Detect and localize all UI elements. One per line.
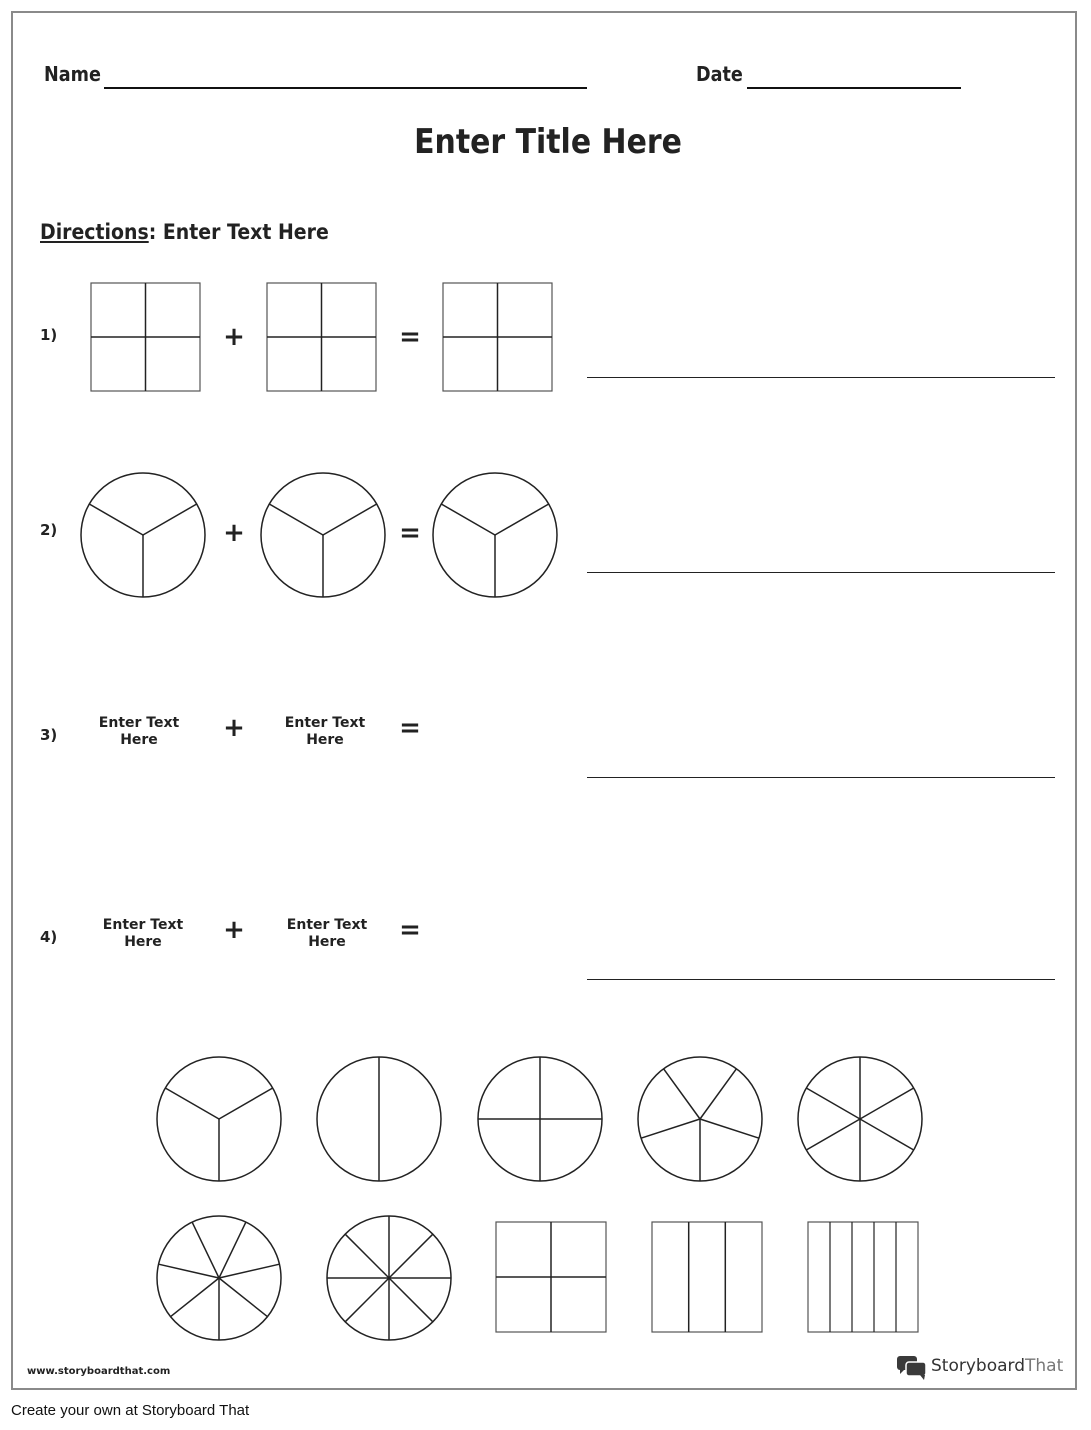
- storyboardthat-logo[interactable]: [896, 1355, 1066, 1381]
- circle-fourths: [476, 1055, 604, 1183]
- speech-bubble-icon: [896, 1355, 928, 1381]
- equals-sign: =: [399, 915, 421, 945]
- problem-3-number: 3): [40, 726, 58, 744]
- date-label: Date: [696, 62, 743, 86]
- directions-separator: :: [148, 220, 157, 244]
- page-title: Enter Title Here: [414, 122, 682, 162]
- equals-sign: =: [399, 518, 421, 548]
- fraction-circle-2b: [260, 472, 388, 600]
- worksheet-page: [11, 11, 1077, 1390]
- directions-label: Directions: [40, 220, 149, 244]
- circle-sixths: [796, 1055, 924, 1183]
- brand-accent: That: [1025, 1356, 1064, 1376]
- problem-2-number: 2): [40, 521, 58, 539]
- circle-eighths: [325, 1214, 453, 1342]
- brand-main: Storyboard: [931, 1356, 1025, 1376]
- circle-fifths: [636, 1055, 764, 1183]
- plus-sign: +: [223, 713, 245, 743]
- answer-line-1: [587, 377, 1055, 378]
- directions-text: Enter Text Here: [162, 220, 329, 244]
- plus-sign: +: [223, 518, 245, 548]
- problem-4-term-1: Enter Text Here: [102, 917, 184, 950]
- bars-thirds: [651, 1221, 764, 1334]
- date-line: [747, 87, 961, 89]
- create-your-own-link[interactable]: Create your own at Storyboard That: [11, 1402, 250, 1419]
- name-label: Name: [44, 62, 101, 86]
- square-fourths: [495, 1221, 608, 1334]
- bars-fifths: [807, 1221, 920, 1334]
- answer-line-3: [587, 777, 1055, 778]
- circle-halves: [316, 1055, 444, 1183]
- problem-4-number: 4): [40, 928, 58, 946]
- equals-sign: =: [399, 322, 421, 352]
- circle-thirds: [155, 1055, 283, 1183]
- equals-sign: =: [399, 713, 421, 743]
- brand-name: [931, 1356, 1063, 1376]
- problem-1-number: 1): [40, 326, 58, 344]
- circle-sevenths: [155, 1214, 283, 1342]
- problem-3-term-2: Enter Text Here: [284, 715, 366, 748]
- fraction-square-1a: [90, 282, 202, 393]
- footer-url[interactable]: www.storyboardthat.com: [27, 1366, 171, 1377]
- answer-line-2: [587, 572, 1055, 573]
- plus-sign: +: [223, 915, 245, 945]
- directions: [40, 220, 329, 244]
- problem-3-term-1: Enter Text Here: [98, 715, 180, 748]
- answer-line-4: [587, 979, 1055, 980]
- fraction-square-1b: [266, 282, 378, 393]
- fraction-square-1c: [442, 282, 554, 393]
- fraction-circle-2c: [432, 472, 560, 600]
- name-line: [104, 87, 587, 89]
- problem-4-term-2: Enter Text Here: [286, 917, 368, 950]
- fraction-circle-2a: [79, 472, 207, 600]
- plus-sign: +: [223, 322, 245, 352]
